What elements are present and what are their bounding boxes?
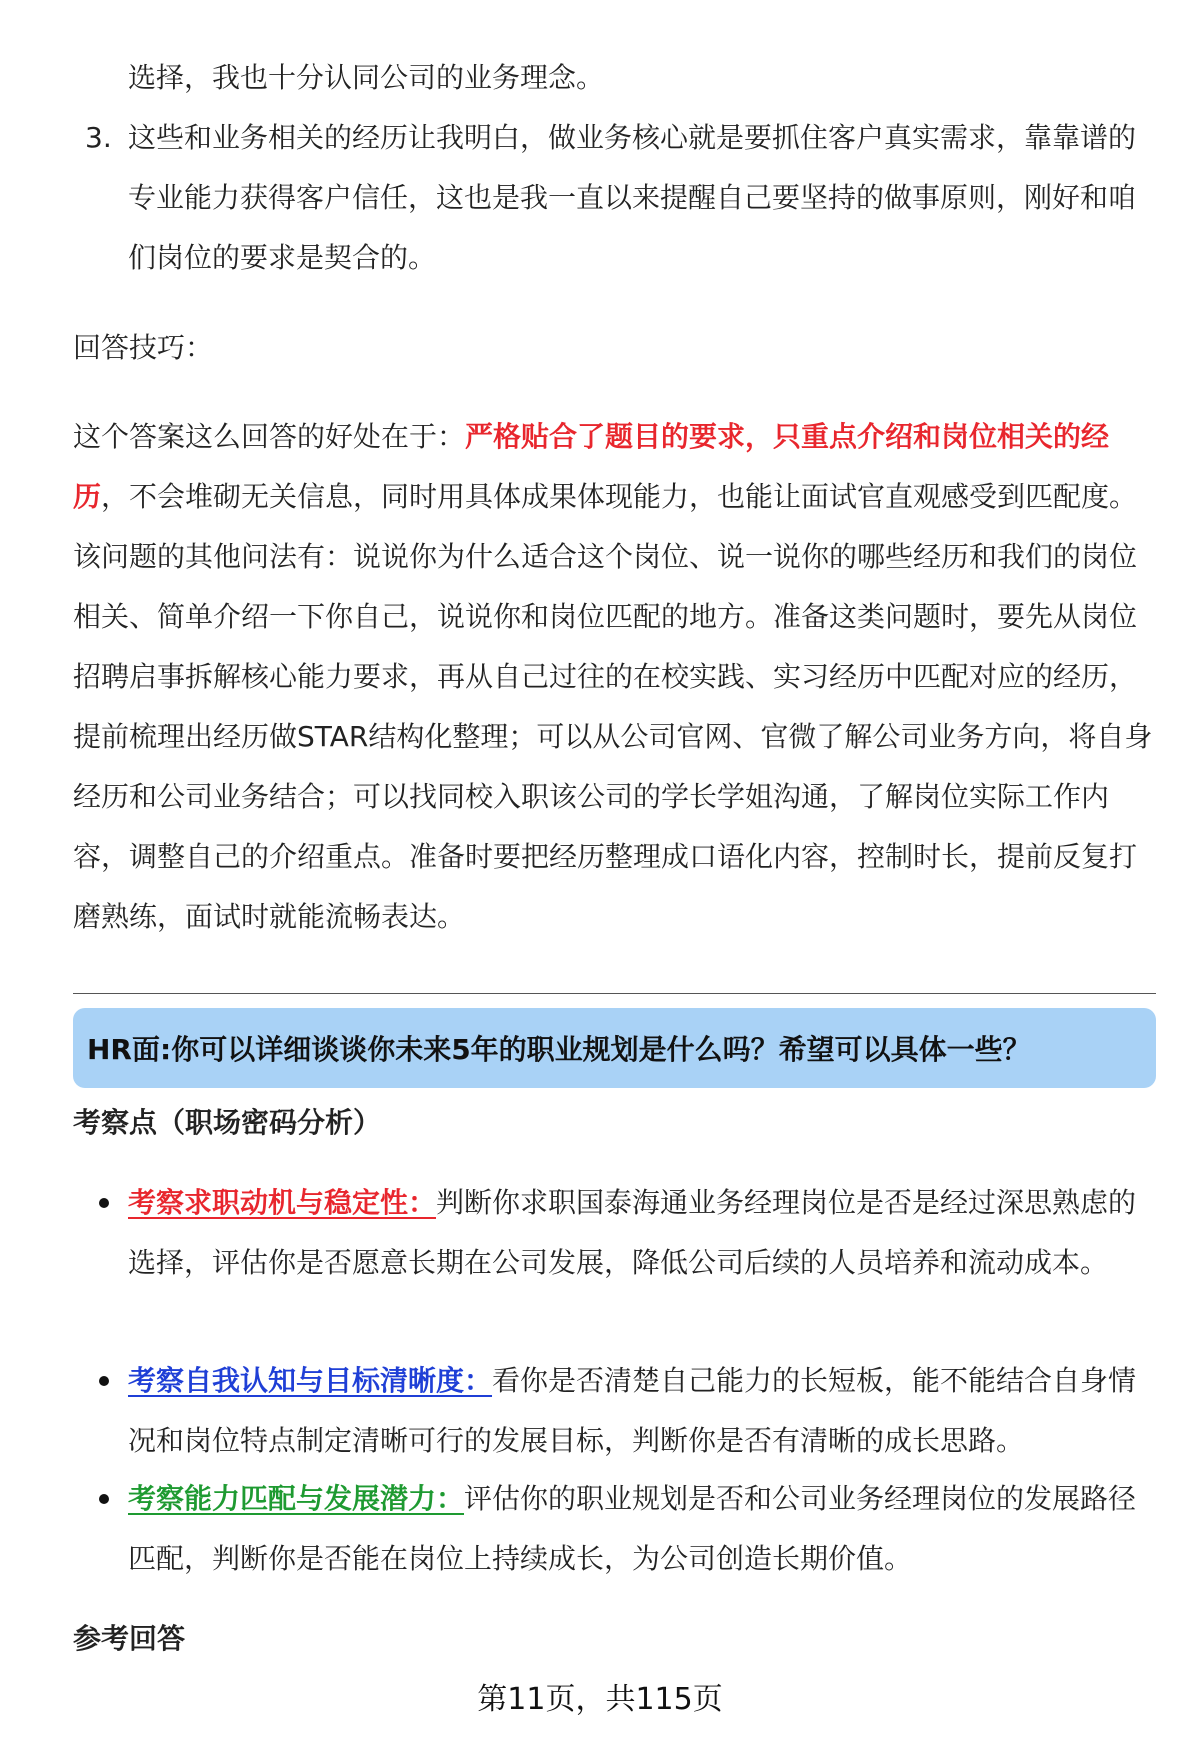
bullet-icon — [99, 1376, 109, 1386]
question-title: HR面:你可以详细谈谈你未来5年的职业规划是什么吗？希望可以具体一些？ — [87, 1033, 1031, 1066]
list-item — [73, 108, 1153, 288]
tips-heading: 回答技巧： — [73, 331, 214, 364]
section-divider — [73, 993, 1156, 994]
tips-highlight: 严格贴合了题目的要求，只重点介绍和岗位相关的经历 — [73, 420, 1110, 513]
bullet-tag: 考察能力匹配与发展潜力： — [128, 1482, 465, 1515]
tips-intro: 这个答案这么回答的好处在于： — [73, 420, 466, 453]
list-item — [73, 1351, 1153, 1471]
bullet-tag: 考察求职动机与稳定性： — [128, 1186, 437, 1219]
bullet-text: 评估你的职业规划是否和公司业务经理岗位的发展路径匹配，判断你是否能在岗位上持续成长，为公司创造长期价值。 — [128, 1482, 1137, 1575]
question-banner — [73, 1008, 1156, 1088]
list-item — [73, 1469, 1153, 1589]
bullet-text: 判断你求职国泰海通业务经理岗位是否是经过深思熟虑的选择，评估你是否愿意长期在公司发展，降低公司后续的人员培养和流动成本。 — [128, 1186, 1137, 1279]
list-item — [73, 1173, 1153, 1293]
analysis-heading: 考察点（职场密码分析） — [73, 1106, 382, 1139]
reference-heading: 参考回答 — [73, 1622, 186, 1655]
tips-body: ，不会堆砌无关信息，同时用具体成果体现能力，也能让面试官直观感受到匹配度。该问题的其他问法有：说说你为什么适合这个岗位、说一说你的哪些经历和我们的岗位相关、简单介绍一下你自己，说说你和岗位匹配的地方。准备这类问题时，要先从岗位招聘启事拆解核心能力要求，再从自己过往的在校实践、实习经历中匹配对应的经历，提前梳理出经历做STAR结构化整理；可以从公司官网、官微了解公司业务方向，将自身经历和公司业务结合；可以找同校入职该公司的学长学姐沟通，了解岗位实际工作内容，调整自己的介绍重点。准备时要把经历整理成口语化内容，控制时长，提前反复打磨熟练，面试时就能流畅表达。 — [73, 480, 1153, 933]
bullet-tag: 考察自我认知与目标清晰度： — [128, 1364, 493, 1397]
bullet-text: 看你是否清楚自己能力的长短板，能不能结合自身情况和岗位特点制定清晰可行的发展目标，判断你是否有清晰的成长思路。 — [128, 1364, 1137, 1457]
list-number: 3. — [85, 121, 112, 154]
list-item-continuation: 选择，我也十分认同公司的业务理念。 — [128, 61, 605, 94]
bullet-icon — [99, 1494, 109, 1504]
list-item-text: 这些和业务相关的经历让我明白，做业务核心就是要抓住客户真实需求，靠靠谱的专业能力获得客户信任，这也是我一直以来提醒自己要坚持的做事原则，刚好和咱们岗位的要求是契合的。 — [128, 121, 1137, 274]
bullet-icon — [99, 1198, 109, 1208]
page-number: 第11页，共115页 — [477, 1682, 723, 1717]
tips-paragraph — [73, 407, 1153, 947]
